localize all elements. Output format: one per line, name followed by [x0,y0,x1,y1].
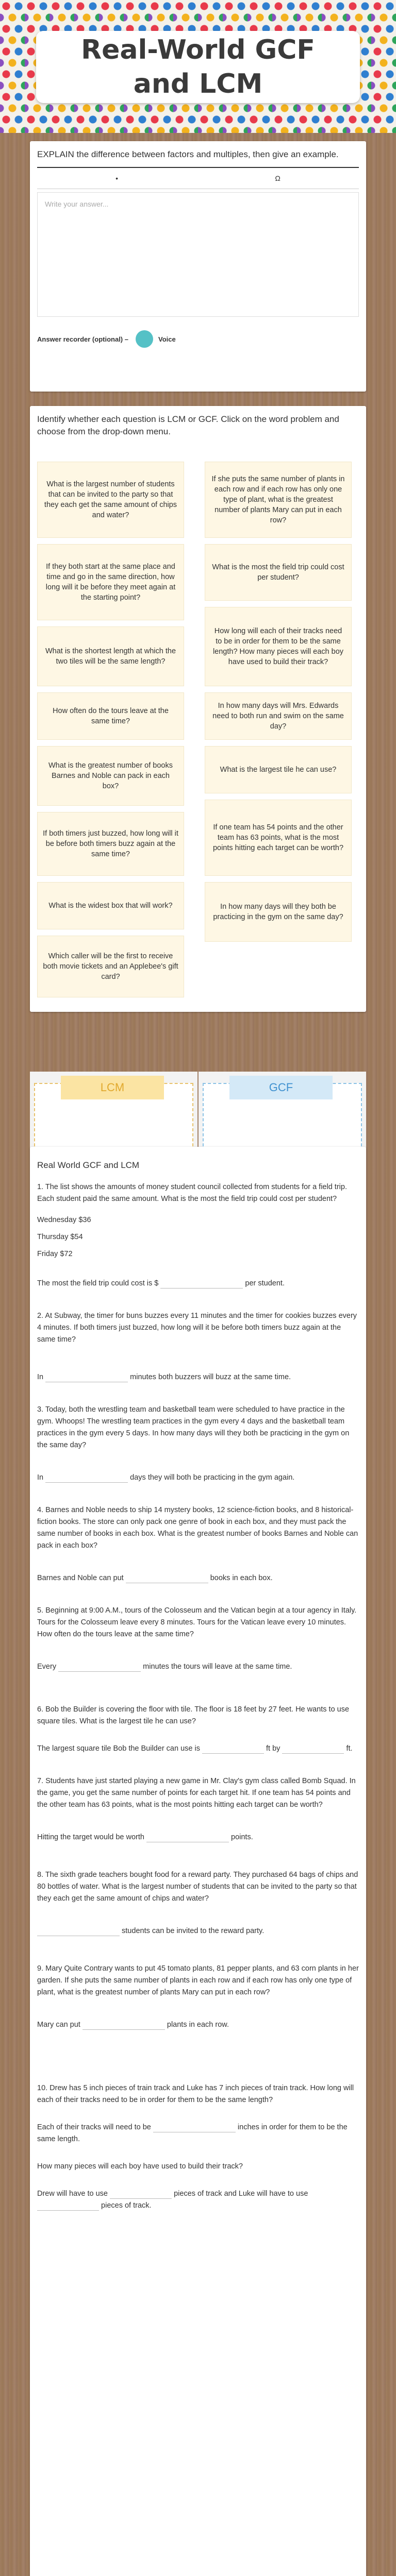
answer-blank[interactable] [282,1744,344,1754]
answer-blank[interactable] [126,1573,208,1583]
answer-blank[interactable] [37,2201,99,2211]
word-problem-tile[interactable]: What is the widest box that will work? [37,882,184,929]
question-prompt: Identify whether each question is LCM or GCF. Click on the word problem and choose from the drop-down menu. [37,414,339,436]
answer-text: ft. [346,1744,353,1753]
problem-text: 1. The list shows the amounts of money student council collected from students for a field trip. Each student paid the same amount. What is the most the field trip could cost per student? [37,1183,347,1203]
page-title: Real-World GCF and LCM [81,35,315,99]
answer-text: minutes both buzzers will buzz at the same time. [130,1373,291,1381]
word-problem-tile[interactable]: How often do the tours leave at the same time? [37,692,184,740]
problems-heading: Real World GCF and LCM [37,1160,140,1170]
problem-text: 7. Students have just started playing a new game in Mr. Clay's gym class called Bomb Squad. In the game, you get the same number of points for each target hit. If one team has 54 points and the other team has 63 points, what is the most points hitting each target can be worth? [37,1777,356,1809]
problem-text: 3. Today, both the wrestling team and basketball team were scheduled to have practice in the gym. Whoops! The wrestling team practices in the gym every 4 days and the basketball team practices in the gym every 5 days. In how many days will they both be practicing in the gym on the same day? [37,1405,350,1449]
word-problem-tile[interactable]: If both timers just buzzed, how long will it be before both timers buzz again at the same time? [37,812,184,876]
answer-blank[interactable] [37,1926,120,1936]
special-characters-button[interactable]: Ω [275,174,280,182]
word-problem-tile[interactable]: What is the most the field trip could cost per student? [205,544,352,601]
answer-text: In [37,1473,44,1482]
answer-text: students can be invited to the reward party. [122,1927,265,1935]
word-problem-tile[interactable]: What is the largest number of students that can be invited to the party so that they each get the same amount of chips and water? [37,462,184,538]
answer-text: Each of their tracks will need to be [37,2123,151,2131]
list-item: Thursday $54 [37,1233,83,1241]
answer-text: Hitting the target would be worth [37,1833,144,1841]
answer-text: minutes the tours will leave at the same time. [143,1663,292,1671]
title-card [36,31,360,103]
word-problem-tile[interactable]: What is the greatest number of books Barnes and Noble can pack in each box? [37,746,184,806]
record-voice-button[interactable] [136,330,153,348]
word-problem-tile[interactable]: In how many days will Mrs. Edwards need to both run and swim on the same day? [205,692,352,740]
word-problem-tile[interactable]: If they both start at the same place and time and go in the same direction, how long will it be before they meet again at the starting point? [37,544,184,620]
voice-label: Voice [158,335,176,343]
answer-text: days they will both be practicing in the gym again. [130,1473,295,1482]
answer-text: Barnes and Noble can put [37,1574,124,1582]
answer-text: The most the field trip could cost is $ [37,1279,159,1287]
answer-textarea[interactable] [37,192,359,317]
word-problem-tile[interactable]: In how many days will they both be practicing in the gym on the same day? [205,882,352,942]
answer-text: inches in order for them to be the same length. [37,2123,348,2143]
list-item: Friday $72 [37,1250,73,1258]
answer-text: ft by [266,1744,280,1753]
question-card-explain [30,141,366,392]
word-problem-tile[interactable]: What is the largest tile he can use? [205,746,352,793]
list-item: Wednesday $36 [37,1216,91,1224]
problem-text: 6. Bob the Builder is covering the floor with tile. The floor is 18 feet by 27 feet. He wants to use square tiles. What is the largest tile he can use? [37,1705,350,1725]
problem-text: 10. Drew has 5 inch pieces of train track and Luke has 7 inch pieces of train track. How long will each of their tracks need to be in order for them to be the same length? [37,2084,354,2104]
answer-text: pieces of track. [101,2201,152,2210]
answer-blank[interactable] [146,1833,229,1842]
question-card-sort [30,406,366,1012]
gcf-ribbon-label: GCF [229,1076,333,1099]
word-problem-tile[interactable]: If one team has 54 points and the other team has 63 points, what is the most points hitting each target can be worth? [205,800,352,876]
text-toolbar [37,167,359,189]
answer-blank[interactable] [202,1744,264,1754]
answer-text: points. [231,1833,253,1841]
answer-blank[interactable] [160,1279,243,1289]
answer-text: per student. [245,1279,285,1287]
answer-blank[interactable] [58,1662,141,1672]
recorder-label: Answer recorder (optional) – [37,335,128,343]
bullet-list-button[interactable]: • [116,174,119,182]
question-prompt: EXPLAIN the difference between factors and multiples, then give an example. [37,149,339,159]
lcm-ribbon-label: LCM [61,1076,164,1099]
problem-text: 5. Beginning at 9:00 A.M., tours of the Colosseum and the Vatican begin at a tour agency in Italy. Tours for the Colosseum leave every 8 minutes. Tours for the Vatican leave every 10 minutes. How often do the tours leave at the same time? [37,1606,357,1638]
answer-text: Mary can put [37,2021,80,2029]
word-problem-tile[interactable]: Which caller will be the first to receive both movie tickets and an Applebee's gift card? [37,936,184,997]
answer-recorder [37,330,359,348]
answer-text: pieces of track and Luke will have to use [174,2190,308,2198]
answer-blank[interactable] [82,2020,165,2030]
problem-text: 8. The sixth grade teachers bought food for a reward party. They purchased 64 bags of chips and 80 bottles of water. What is the largest number of students that can be invited to the party so that they each get the same amount of chips and water? [37,1871,358,1903]
problem-text: How many pieces will each boy have used to build their track? [37,2162,243,2171]
answer-text: Drew will have to use [37,2190,108,2198]
problem-text: 4. Barnes and Noble needs to ship 14 mystery books, 12 science-fiction books, and 8 historical-fiction books. The store can only pack one genre of book in each box, and they must pack the same number of books in each box. What is the greatest number of books Barnes and Noble can pack in each box? [37,1506,358,1550]
answer-text: books in each box. [210,1574,273,1582]
answer-text: In [37,1373,44,1381]
question-card-problems [30,1147,366,2576]
answer-text: Every [37,1663,57,1671]
answer-placeholder: Write your answer... [45,200,109,208]
answer-blank[interactable] [153,2123,236,2132]
answer-text: The largest square tile Bob the Builder can use is [37,1744,200,1753]
answer-blank[interactable] [45,1372,128,1382]
answer-blank[interactable] [110,2189,172,2199]
answer-blank[interactable] [45,1473,128,1483]
word-problem-tile[interactable]: How long will each of their tracks need to be in order for them to be the same length? How many pieces will each boy have used to build their track? [205,607,352,686]
answer-text: plants in each row. [167,2021,229,2029]
problem-text: 2. At Subway, the timer for buns buzzes every 11 minutes and the timer for cookies buzzes every 4 minutes. If both timers just buzzed, how long will it be before both timers buzz again at the same time? [37,1312,357,1344]
word-problem-tile[interactable]: If she puts the same number of plants in each row and if each row has only one type of plant, what is the greatest number of plants Mary can put in each row? [205,462,352,538]
word-problem-tile[interactable]: What is the shortest length at which the two tiles will be the same length? [37,626,184,686]
problem-text: 9. Mary Quite Contrary wants to put 45 tomato plants, 81 pepper plants, and 63 corn plants in her garden. If she puts the same number of plants in each row and if each row has only one type of plant, what is the greatest number of plants Mary can put in each row? [37,1964,359,1996]
